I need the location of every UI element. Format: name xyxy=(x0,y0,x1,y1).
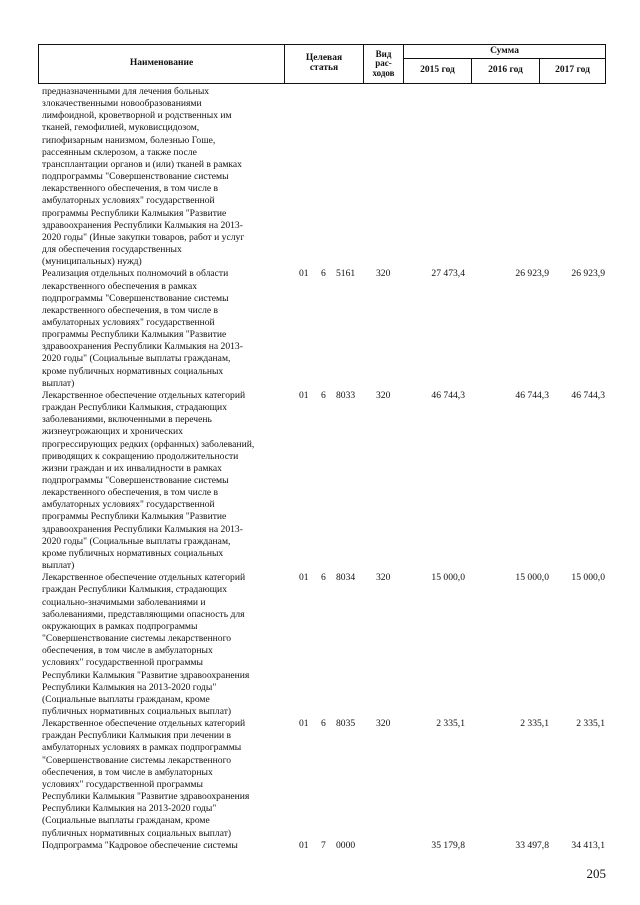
table-row xyxy=(0,390,640,572)
row-name: Лекарственное обеспечение отдельных категорий граждан Республики Калмыкия, страдающих заболеваниями, включенными в перечень жизнеугрожающих и хронических прогрессирующих редких (орфанных) заболеваний, приводящих к сокращению продолжительности жизни граждан и их инвалидности в рамках подпрограммы "Совершенствование системы лекарственного обеспечения, в том числе в амбулаторных условиях" государственной программы Республики Калмыкия "Развитие здравоохранения Республики Калмыкия на 2013- 2020 годы" (Социальные выплаты гражданам, кроме публичных нормативных социальных выплат) xyxy=(42,389,255,572)
table-row xyxy=(0,268,640,390)
header-table xyxy=(38,44,606,84)
row-code-a: 01 xyxy=(299,389,309,401)
row-code-a: 01 xyxy=(299,268,309,280)
row-name: Лекарственное обеспечение отдельных категорий граждан Республики Калмыкия, страдающих социально-значимыми заболеваниями и заболеваниями, представляющими опасность для окружающих в рамках подпрограммы "Совершенствование системы лекарственного обеспечения, в том числе в амбулаторных условиях" государственной программы Республики Калмыкия "Развитие здравоохранения Республики Калмыкия на 2013-2020 годы" (Социальные выплаты гражданам, кроме публичных нормативных социальных выплат) xyxy=(42,572,250,717)
row-2016: 46 744,3 xyxy=(515,389,549,401)
table-row xyxy=(0,840,640,852)
table-row xyxy=(0,572,640,718)
row-code-a: 01 xyxy=(299,718,309,730)
header-name: Наименование xyxy=(39,45,285,84)
header-year-2015: 2015 год xyxy=(404,59,472,84)
row-code-b: 6 xyxy=(321,572,326,584)
header-target-article: Целевая статья xyxy=(285,45,364,84)
table-body xyxy=(0,86,640,852)
row-2017: 26 923,9 xyxy=(571,268,605,280)
row-code-c: 8035 xyxy=(336,718,356,730)
row-code-c: 8033 xyxy=(336,389,356,401)
row-expense: 320 xyxy=(376,718,391,730)
header-year-2017: 2017 год xyxy=(540,59,606,84)
header-sum: Сумма xyxy=(404,45,606,59)
row-2017: 15 000,0 xyxy=(571,572,605,584)
table-row xyxy=(0,718,640,840)
row-2017: 2 335,1 xyxy=(576,718,605,730)
row-2017: 46 744,3 xyxy=(571,389,605,401)
row-code-b: 6 xyxy=(321,268,326,280)
row-name: Реализация отдельных полномочий в области лекарственного обеспечения в рамках подпрограммы "Совершенствование системы лекарственного обеспечения, в том числе в амбулаторных условиях" государственной программы Республики Калмыкия "Развитие здравоохранения Республики Калмыкия на 2013- 2020 годы" (Социальные выплаты гражданам, кроме публичных нормативных социальных выплат) xyxy=(42,268,243,389)
table-row xyxy=(0,86,640,268)
row-2015: 15 000,0 xyxy=(431,572,465,584)
row-2016: 26 923,9 xyxy=(515,268,549,280)
header-expense-type: Вид рас- ходов xyxy=(364,45,404,84)
row-code-b: 6 xyxy=(321,718,326,730)
row-2016: 33 497,8 xyxy=(515,839,549,851)
row-code-a: 01 xyxy=(299,839,309,851)
row-expense: 320 xyxy=(376,389,391,401)
row-code-c: 8034 xyxy=(336,572,356,584)
row-name: предназначенными для лечения больных злокачественными новообразованиями лимфоидной, кроветворной и родственных им тканей, гемофилией, муковисцидозом, гипофизарным нанизмом, болезнью Гоше, рассеянным склерозом, а также после трансплантации органов и (или) тканей в рамках подпрограммы "Совершенствование системы лекарственного обеспечения, в том числе в амбулаторных условиях" государственной программы Республики Калмыкия "Развитие здравоохранения Республики Калмыкия на 2013- 2020 годы" (Иные закупки товаров, работ и услуг для обеспечения государственных (муниципальных) нужд) xyxy=(42,86,245,268)
row-expense: 320 xyxy=(376,268,391,280)
row-2015: 2 335,1 xyxy=(436,718,465,730)
row-name: Подпрограмма "Кадровое обеспечение системы xyxy=(42,839,238,851)
page-number: 205 xyxy=(586,866,606,881)
row-2016: 2 335,1 xyxy=(520,718,549,730)
header-year-2016: 2016 год xyxy=(472,59,540,84)
row-code-c: 0000 xyxy=(336,839,356,851)
row-code-a: 01 xyxy=(299,572,309,584)
row-2016: 15 000,0 xyxy=(515,572,549,584)
row-code-c: 5161 xyxy=(336,268,356,280)
row-2015: 35 179,8 xyxy=(431,839,465,851)
row-code-b: 6 xyxy=(321,389,326,401)
table-header xyxy=(38,44,605,84)
row-code-b: 7 xyxy=(321,839,326,851)
row-2015: 46 744,3 xyxy=(431,389,465,401)
row-2015: 27 473,4 xyxy=(431,268,465,280)
row-name: Лекарственное обеспечение отдельных категорий граждан Республики Калмыкия при лечении в амбулаторных условиях в рамках подпрограммы "Совершенствование системы лекарственного обеспечения, в том числе в амбулаторных условиях" государственной программы Республики Калмыкия "Развитие здравоохранения Республики Калмыкия на 2013-2020 годы" (Социальные выплаты гражданам, кроме публичных нормативных социальных выплат) xyxy=(42,718,250,839)
row-expense: 320 xyxy=(376,572,391,584)
row-2017: 34 413,1 xyxy=(571,839,605,851)
